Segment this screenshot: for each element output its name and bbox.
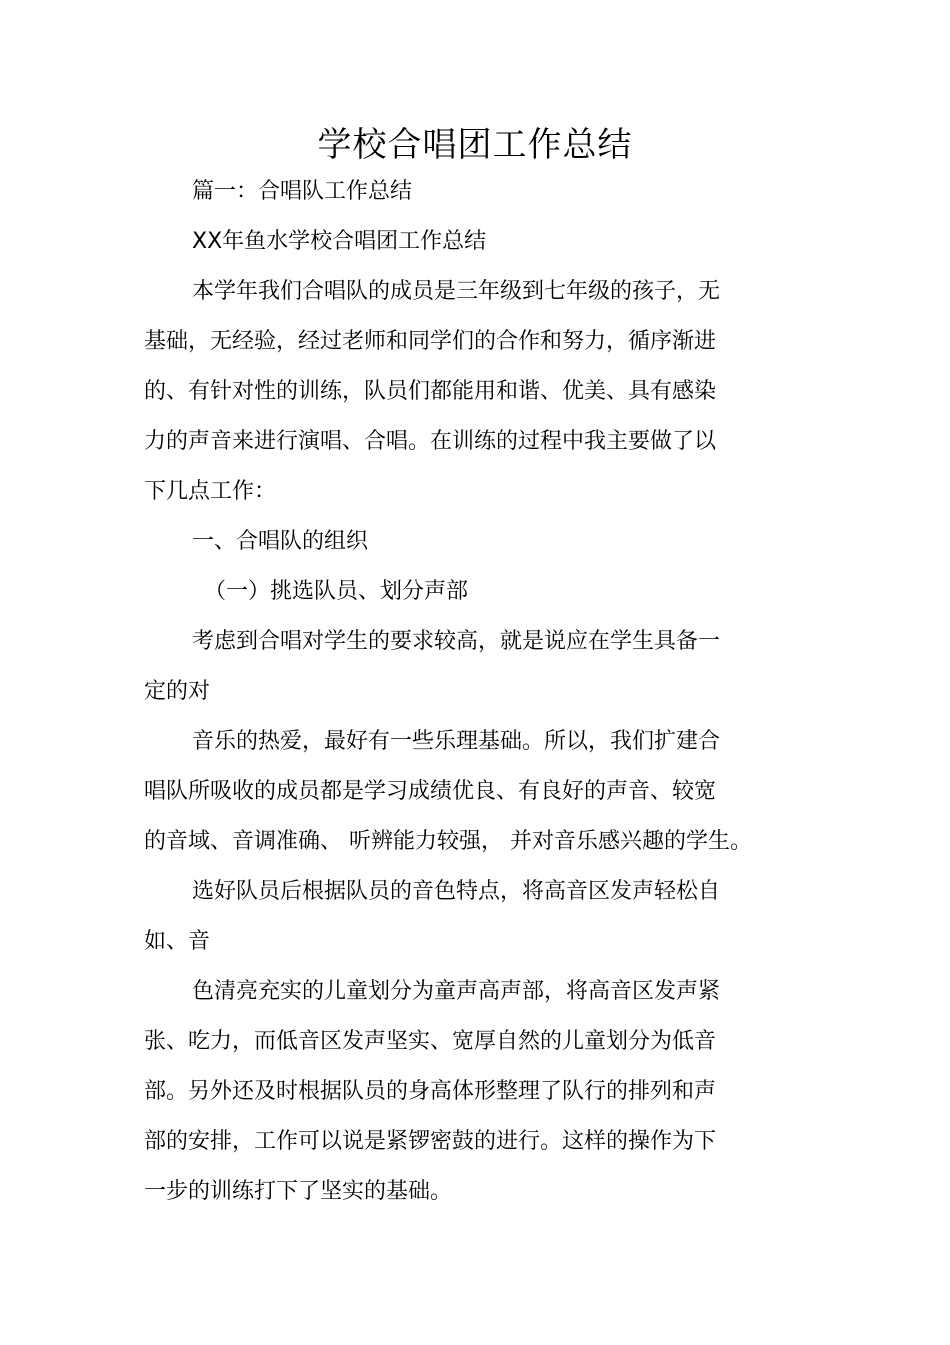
paragraph-line: 考虑到合唱对学生的要求较高，就是说应在学生具备一 xyxy=(192,629,721,654)
document-title: 学校合唱团工作总结 xyxy=(317,125,633,165)
heading-line: 一、合唱队的组织 xyxy=(192,529,369,554)
paragraph-line: 部。另外还及时根据队员的身高体形整理了队行的排列和声 xyxy=(144,1079,717,1104)
paragraph-line: 唱队所吸收的成员都是学习成绩优良、有良好的声音、较宽 xyxy=(144,779,717,804)
paragraph-line: 音乐的热爱，最好有一些乐理基础。所以，我们扩建合 xyxy=(192,729,721,754)
paragraph-line: 色清亮充实的儿童划分为童声高声部，将高音区发声紧 xyxy=(192,979,721,1004)
paragraph-line: 基础，无经验，经过老师和同学们的合作和努力，循序渐进 xyxy=(144,329,717,354)
paragraph-line: 定的对 xyxy=(144,679,211,704)
paragraph-line: 本学年我们合唱队的成员是三年级到七年级的孩子，无 xyxy=(192,279,721,304)
paragraph-line: 部的安排，工作可以说是紧锣密鼓的进行。这样的操作为下 xyxy=(144,1129,717,1154)
paragraph-line: 的音域、音调准确、 听辨能力较强， 并对音乐感兴趣的学生。 xyxy=(144,829,752,854)
subtitle-line: XX年鱼水学校合唱团工作总结 xyxy=(192,229,487,254)
paragraph-line: 下几点工作： xyxy=(144,479,277,504)
paragraph-line: 如、音 xyxy=(144,929,211,954)
paragraph-line: 张、吃力，而低音区发声坚实、宽厚自然的儿童划分为低音 xyxy=(144,1029,717,1054)
paragraph-line: 一步的训练打下了坚实的基础。 xyxy=(144,1179,453,1204)
section-heading: 篇一：合唱队工作总结 xyxy=(192,179,413,204)
paragraph-line: 力的声音来进行演唱、合唱。在训练的过程中我主要做了以 xyxy=(144,429,717,454)
subheading-line: （一）挑选队员、划分声部 xyxy=(204,579,469,604)
paragraph-line: 选好队员后根据队员的音色特点，将高音区发声轻松自 xyxy=(192,879,721,904)
paragraph-line: 的、有针对性的训练，队员们都能用和谐、优美、具有感染 xyxy=(144,379,717,404)
